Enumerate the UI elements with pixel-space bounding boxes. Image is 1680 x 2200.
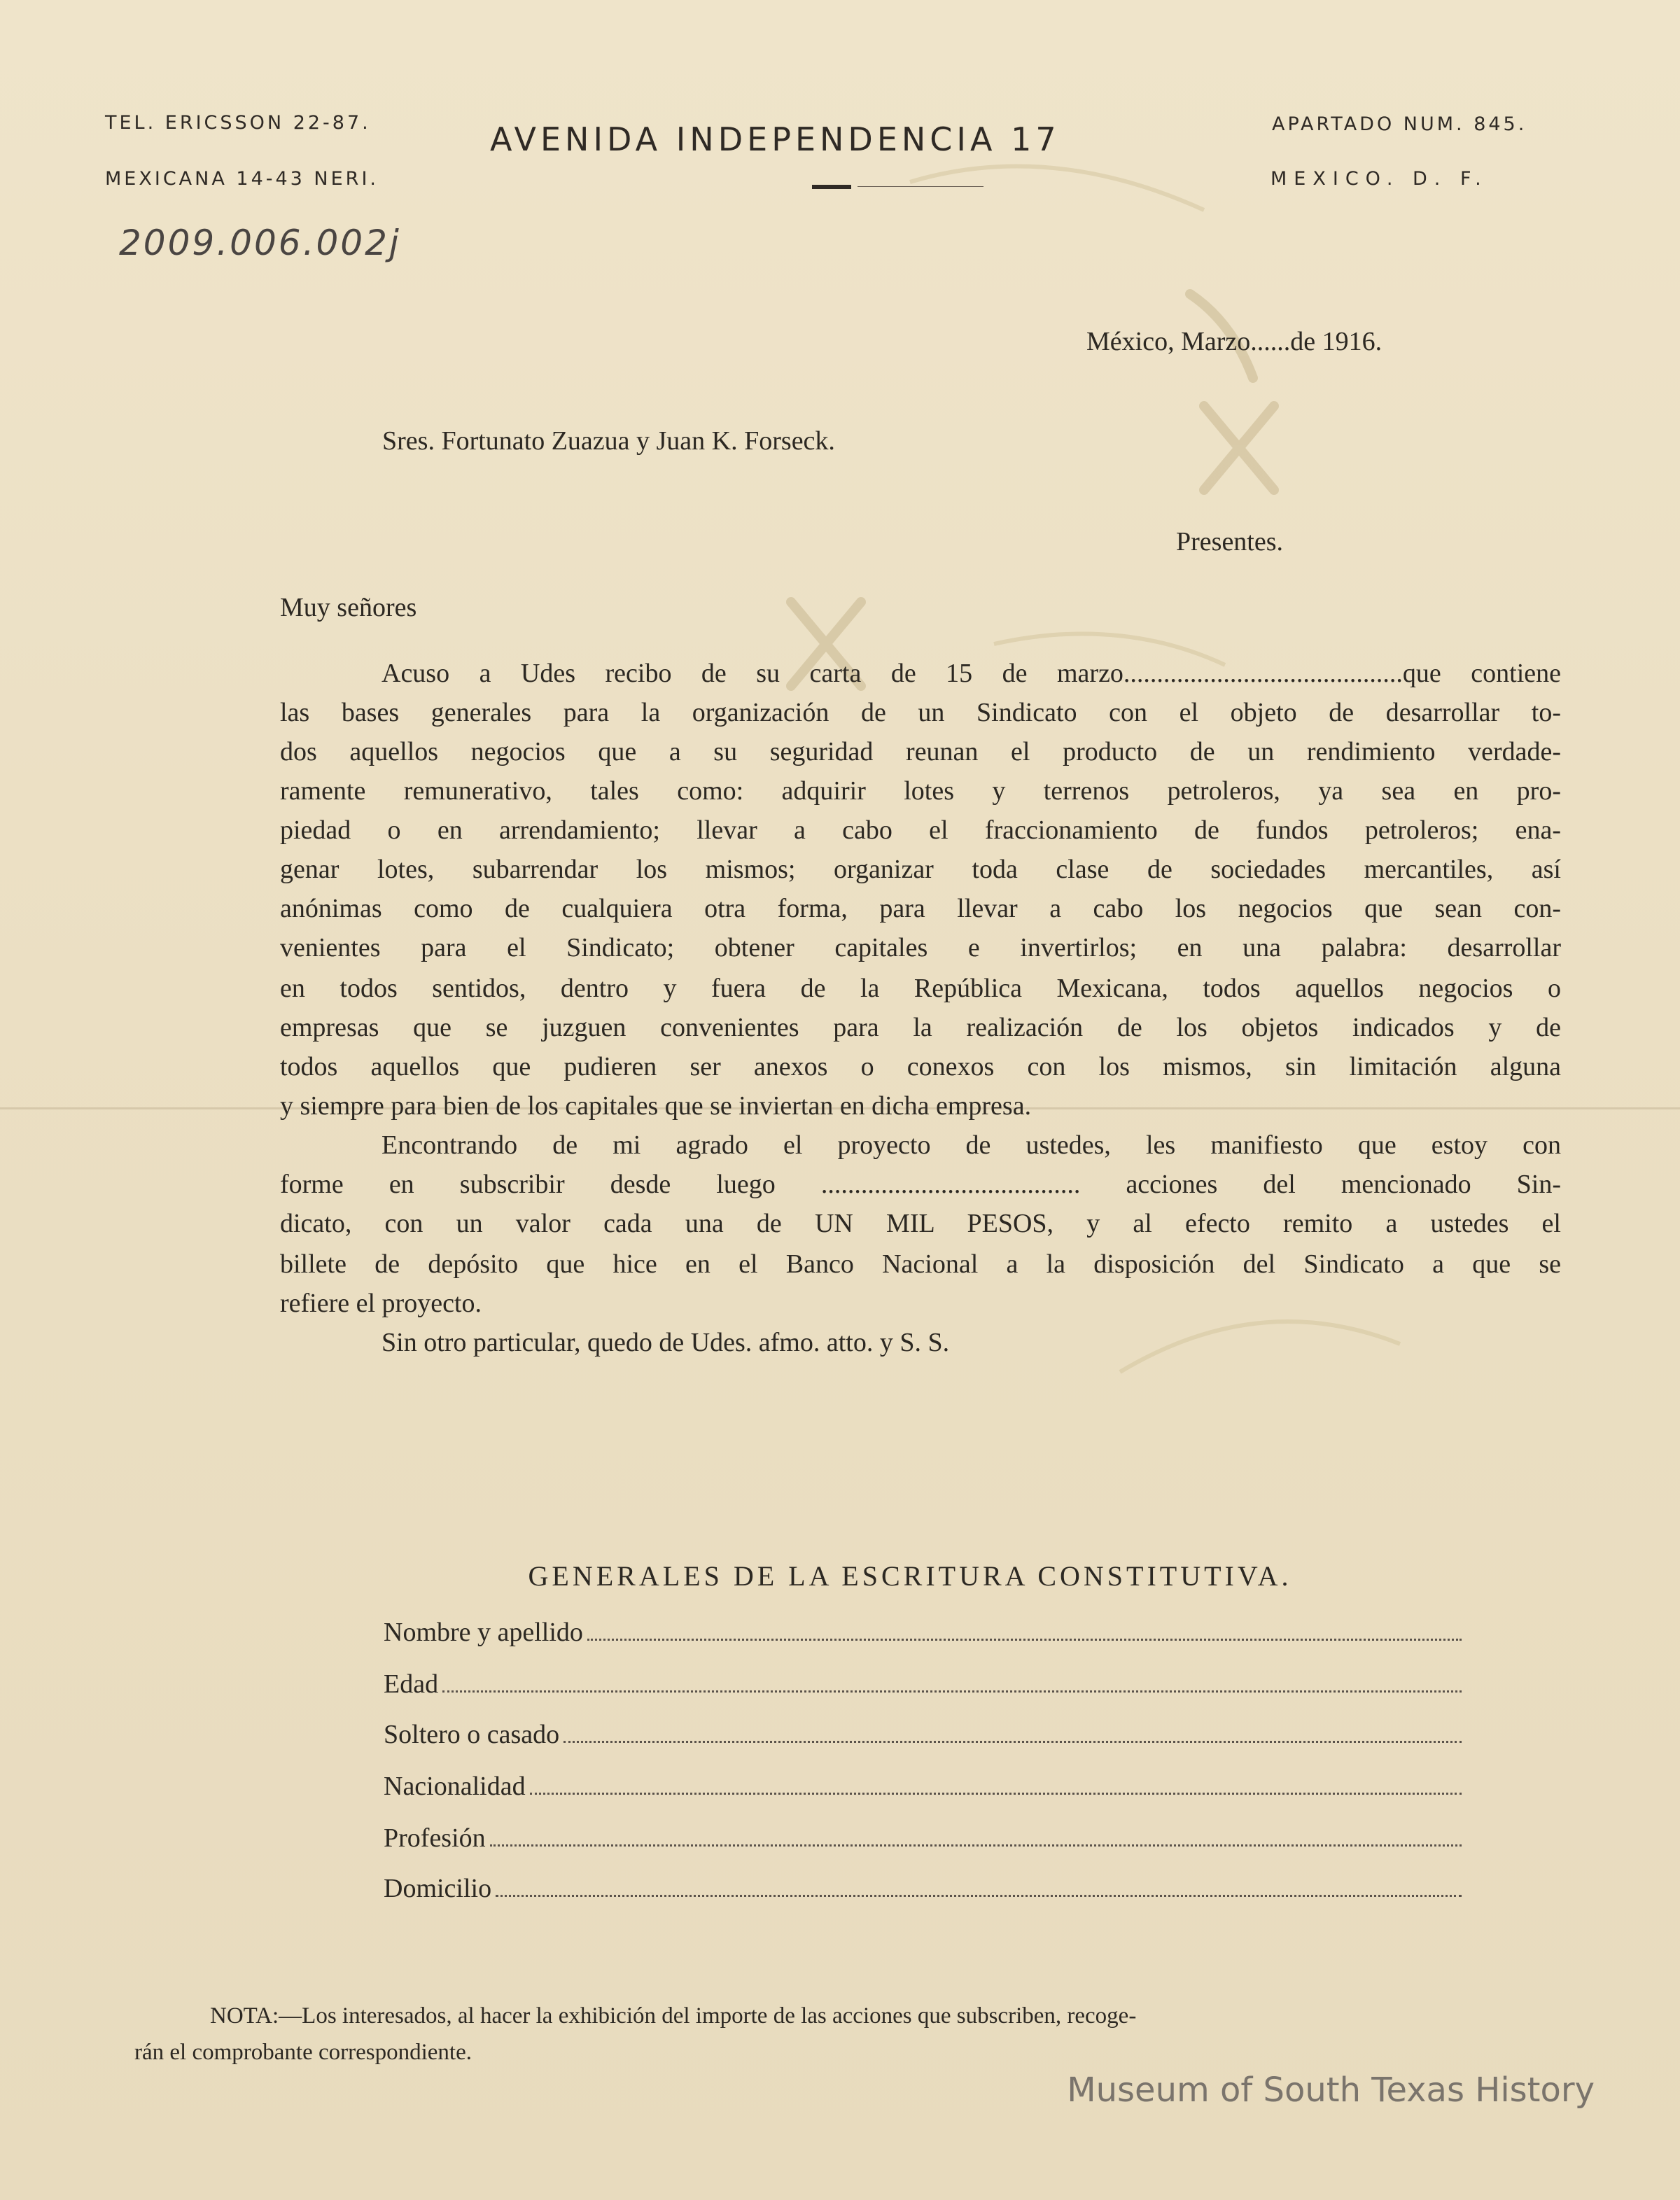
- phone-line-2: MEXICANA 14-43 NERI.: [105, 168, 379, 190]
- paragraph1-line: en todos sentidos, dentro y fuera de la República Mexicana, todos aquellos negocios o: [280, 974, 1561, 1003]
- paragraph1-line: anónimas como de cualquiera otra forma, para llevar a cabo los negocios que sean con-: [280, 894, 1561, 923]
- paragraph1-line: genar lotes, subarrendar los mismos; organizar toda clase de sociedades mercantiles, así: [280, 855, 1561, 884]
- note-line-2: rán el comprobante correspondiente.: [134, 2040, 472, 2065]
- form-title: GENERALES DE LA ESCRITURA CONSTITUTIVA.: [528, 1560, 1292, 1592]
- paragraph1-line: venientes para el Sindicato; obtener capitales e invertirlos; en una palabra: desarrollar: [280, 933, 1561, 962]
- museum-watermark: Museum of South Texas History: [1067, 2071, 1595, 2110]
- field-label: Soltero o casado: [384, 1720, 560, 1749]
- form-row-marital: [384, 1719, 1462, 1750]
- fill-in-line: [530, 1792, 1462, 1795]
- accession-number: 2009.006.002j: [119, 223, 401, 263]
- paragraph1-line: Acuso a Udes recibo de su carta de 15 de marzo..........................................que contiene: [382, 659, 1561, 688]
- title-rule: [812, 185, 851, 189]
- fill-in-line: [442, 1690, 1462, 1693]
- fill-in-line: [490, 1844, 1462, 1847]
- note-line-1: NOTA:—Los interesados, al hacer la exhibición del importe de las acciones que subscriben, recoge-: [210, 2003, 1137, 2029]
- fill-in-line: [587, 1638, 1462, 1641]
- paragraph2-line: dicato, con un valor cada una de UN MIL PESOS, y al efecto remito a ustedes el: [280, 1209, 1561, 1238]
- paragraph1-line: piedad o en arrendamiento; llevar a cabo el fraccionamiento de fundos petroleros; ena-: [280, 815, 1561, 845]
- po-box-line: APARTADO NUM. 845.: [1272, 113, 1527, 135]
- form-row-name: [384, 1617, 1462, 1648]
- paragraph1-line: ramente remunerativo, tales como: adquirir lotes y terrenos petroleros, ya sea en pro-: [280, 776, 1561, 806]
- paragraph1-line: todos aquellos que pudieren ser anexos o conexos con los mismos, sin limitación alguna: [280, 1052, 1561, 1081]
- form-row-age: [384, 1669, 1462, 1700]
- paragraph2-line: Encontrando de mi agrado el proyecto de ustedes, les manifiesto que estoy con: [382, 1130, 1561, 1160]
- salutation: Muy señores: [280, 593, 417, 622]
- letterhead-title: AVENIDA INDEPENDENCIA 17: [490, 120, 1060, 158]
- field-label: Nombre y apellido: [384, 1618, 583, 1647]
- field-label: Edad: [384, 1669, 439, 1699]
- presentes: Presentes.: [1176, 527, 1284, 556]
- paragraph1-line: y siempre para bien de los capitales que se inviertan en dicha empresa.: [280, 1091, 1032, 1121]
- paragraph1-line: dos aquellos negocios que a su seguridad reunan el producto de un rendimiento verdade-: [280, 737, 1561, 766]
- city-line: MEXICO. D. F.: [1270, 168, 1488, 190]
- field-label: Nacionalidad: [384, 1772, 526, 1801]
- field-label: Domicilio: [384, 1874, 492, 1903]
- title-rule-thin: [858, 186, 983, 187]
- paragraph1-line: empresas que se juzguen convenientes para la realización de los objetos indicados y de: [280, 1013, 1561, 1042]
- paragraph2-line: refiere el proyecto.: [280, 1289, 482, 1318]
- field-label: Profesión: [384, 1823, 486, 1853]
- fill-in-line: [564, 1740, 1462, 1743]
- date-line: México, Marzo......de 1916.: [1086, 327, 1382, 356]
- closing: Sin otro particular, quedo de Udes. afmo. atto. y S. S.: [382, 1328, 950, 1357]
- phone-line-1: TEL. ERICSSON 22-87.: [105, 112, 371, 134]
- paragraph2-line: billete de depósito que hice en el Banco Nacional a la disposición del Sindicato a que se: [280, 1249, 1561, 1279]
- form-row-nationality: [384, 1771, 1462, 1802]
- form-row-profession: [384, 1823, 1462, 1854]
- addressee: Sres. Fortunato Zuazua y Juan K. Forseck.: [382, 426, 835, 456]
- paragraph2-line: forme en subscribir desde luego ....................................... acciones del mencionado Sin-: [280, 1170, 1561, 1199]
- paragraph1-line: las bases generales para la organización de un Sindicato con el objeto de desarrollar to-: [280, 698, 1561, 727]
- form-row-address: [384, 1873, 1462, 1904]
- fill-in-line: [496, 1894, 1462, 1897]
